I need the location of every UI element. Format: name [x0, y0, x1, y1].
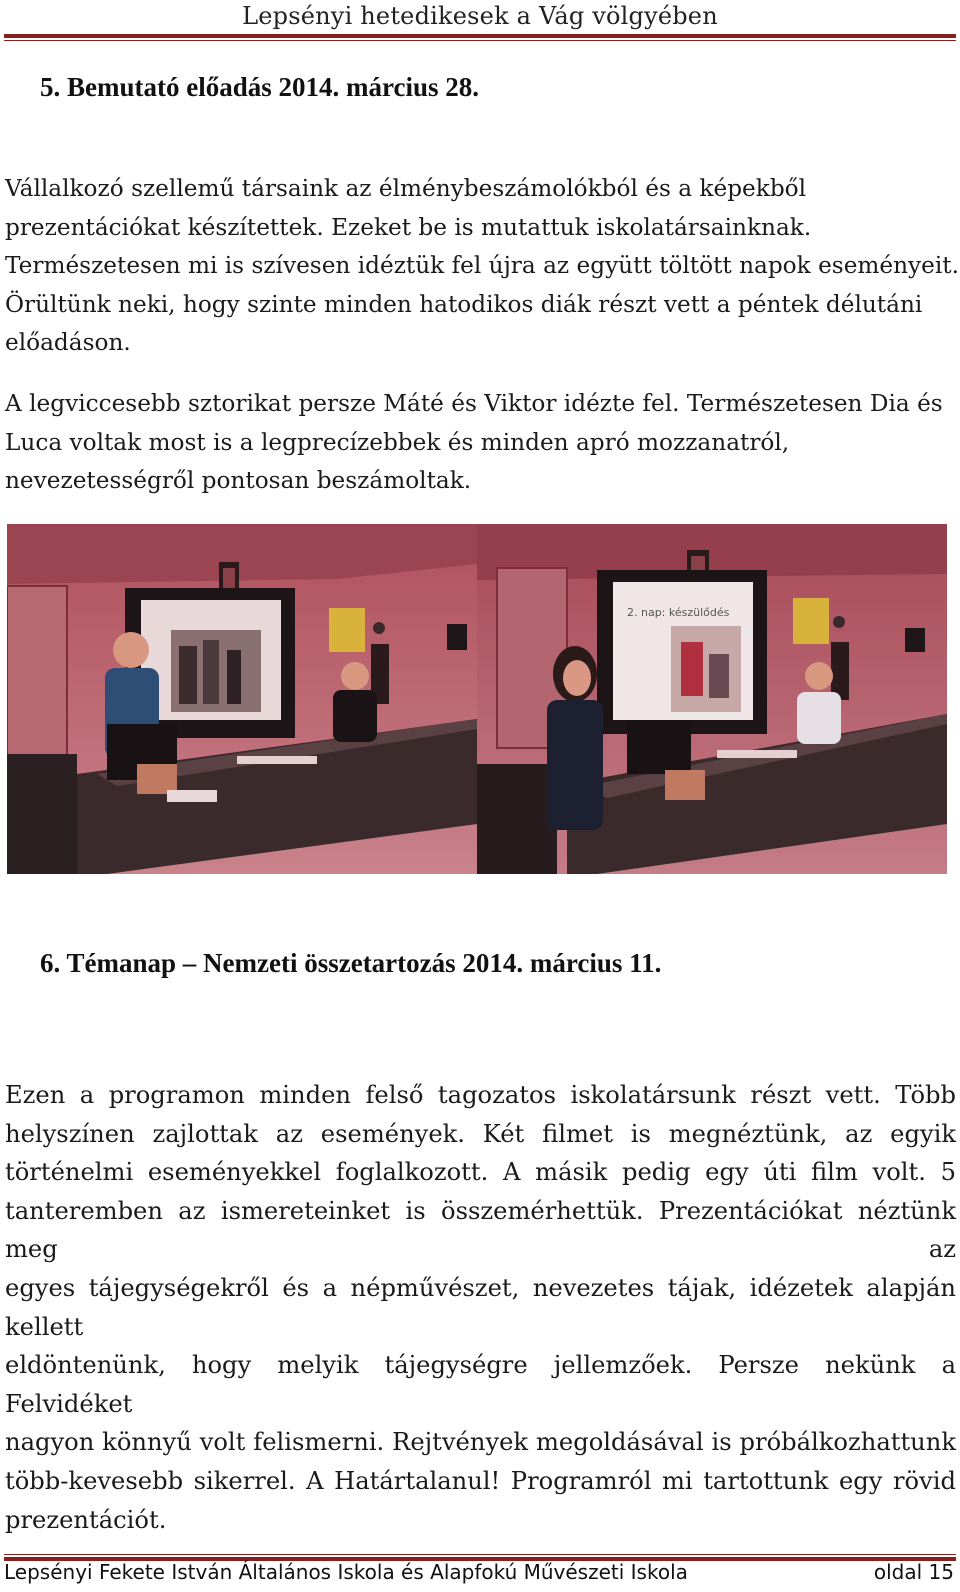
presentation-photo-left	[7, 524, 477, 874]
text-line: helyszínen zajlottak az események. Két filmet is megnéztünk, az egyik	[5, 1119, 956, 1148]
header-title: Lepsényi hetedikesek a Vág völgyében	[242, 2, 718, 30]
text-line: nevezetességről pontosan beszámoltak.	[5, 467, 472, 495]
text-line: eldöntenünk, hogy melyik tájegységre jellemzőek. Persze nekünk a Felvidéket	[5, 1351, 956, 1418]
text-line: Vállalkozó szellemű társaink az élménybeszámolókból és a képekből	[5, 175, 807, 202]
text-line: nagyon könnyű volt felismerni. Rejtvények megoldásával is próbálkozhattunk	[5, 1428, 956, 1457]
text-line: előadáson.	[5, 329, 131, 357]
text-line: Ezen a programon minden felső tagozatos iskolatársunk részt vett. Több	[5, 1081, 956, 1109]
header-rule	[4, 34, 956, 41]
text-line: Luca voltak most is a legprecízebbek és minden apró mozzanatról,	[5, 428, 790, 456]
text-line: több-kevesebb sikerrel. A Határtalanul! Programról mi tartottunk egy rövid	[5, 1466, 956, 1495]
text-line: Örültünk neki, hogy szinte minden hatodikos diák részt vett a péntek délutáni	[5, 290, 923, 318]
slide-caption: 2. nap: készülődés	[627, 606, 730, 619]
section-5-heading: 5. Bemutató előadás 2014. március 28.	[40, 72, 479, 102]
section-5-paragraph-1	[5, 170, 959, 363]
section-5-paragraph-2	[5, 385, 956, 501]
text-line: prezentációt.	[5, 1505, 167, 1534]
text-line: A legviccesebb sztorikat persze Máté és Viktor idézte fel. Természetesen Dia és	[5, 390, 943, 417]
text-line: Természetesen mi is szívesen idéztük fel újra az együtt töltött napok eseményeit.	[5, 252, 959, 280]
section-6-paragraph	[5, 1076, 956, 1539]
footer-page-number: oldal 15	[873, 1560, 954, 1584]
text-line: tanteremben az ismereteinket is összemérhettük. Prezentációkat néztünk meg az	[5, 1196, 956, 1264]
text-line: történelmi eseményekkel foglalkozott. A másik pedig egy úti film volt. 5	[5, 1158, 956, 1187]
section-6-heading: 6. Témanap – Nemzeti összetartozás 2014. március 11.	[40, 948, 662, 978]
text-line: egyes tájegységekről és a népművészet, nevezetes tájak, idézetek alapján kellett	[5, 1273, 956, 1341]
text-line: prezentációkat készítettek. Ezeket be is mutattuk iskolatársainknak.	[5, 213, 812, 241]
presentation-photo-right	[477, 524, 947, 874]
footer-school-name: Lepsényi Fekete István Általános Iskola és Alapfokú Művészeti Iskola	[4, 1560, 688, 1584]
